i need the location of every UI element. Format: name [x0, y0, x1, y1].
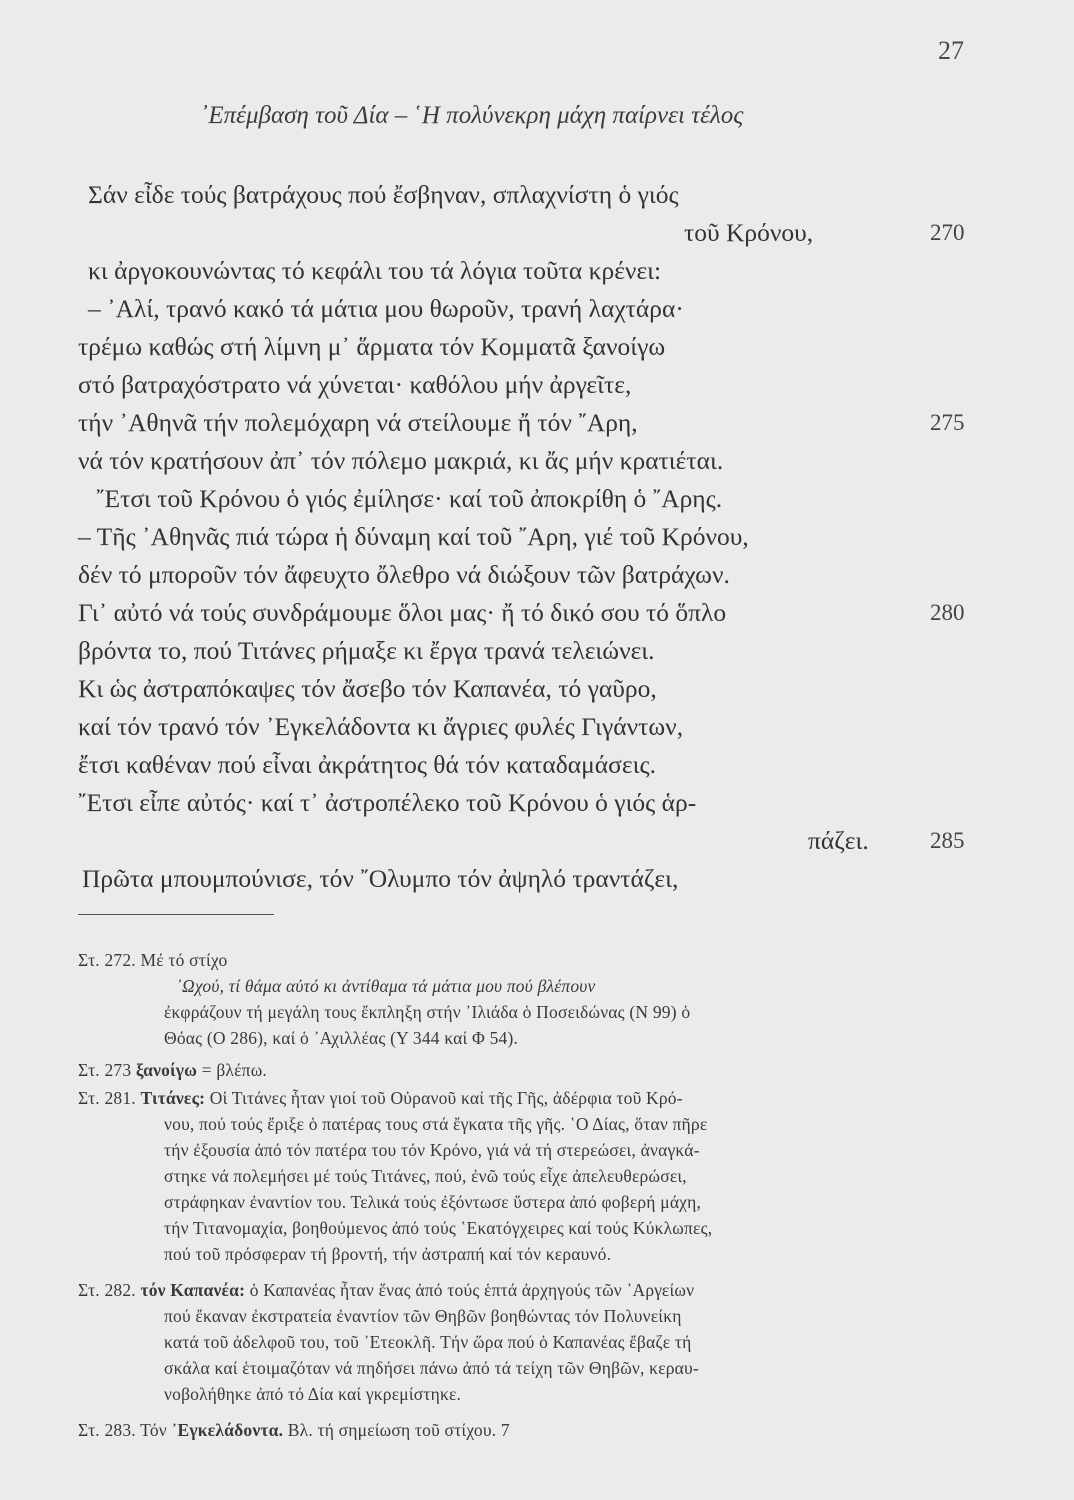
verse-line: στό βατραχόστρατο νά χύνεται· καθόλου μήν ἀργεῖτε,	[78, 370, 632, 399]
line-number: 280	[930, 600, 965, 625]
verse-line: – Τῆς ᾿Αθηνᾶς πιά τώρα ἡ δύναμη καί τοῦ ῎Αρη, γιέ τοῦ Κρόνου,	[78, 522, 749, 551]
footnote-text: στράφηκαν ἐναντίον του. Τελικά τούς ἐξόντωσε ὕστερα ἀπό φοβερή μάχη,	[164, 1192, 702, 1212]
verse-line: ῎Ετσι τοῦ Κρόνου ὁ γιός ἐμίλησε· καί τοῦ ἀποκρίθη ὁ ῎Αρης.	[96, 484, 723, 513]
verse-line: κι ἀργοκουνώντας τό κεφάλι του τά λόγια τοῦτα κρένει:	[88, 256, 662, 285]
line-number: 275	[930, 410, 965, 435]
footnote-ref: Στ. 273	[78, 1060, 132, 1080]
footnote-text: = βλέπω.	[201, 1060, 267, 1080]
verse-line: βρόντα το, πού Τιτάνες ρήμαξε κι ἔργα τρανά τελειώνει.	[78, 636, 655, 665]
verse-line: τοῦ Κρόνου,	[684, 218, 814, 247]
footnote-term: τόν Καπανέα:	[140, 1280, 246, 1300]
verse-line: πάζει.	[808, 826, 869, 855]
footnote	[78, 1088, 683, 1109]
footnote-text: σκάλα καί ἑτοιμαζόταν νά πηδήσει πάνω ἀπό τά τείχη τῶν Θηβῶν, κεραυ-	[164, 1358, 699, 1378]
footnote-ref: Στ. 282.	[78, 1280, 136, 1300]
footnote-text: ὁ Καπανέας ἦταν ἕνας ἀπό τούς ἑπτά ἀρχηγούς τῶν ᾿Αργείων	[249, 1280, 695, 1300]
footnote-text: νου, πού τούς ἔριξε ὁ πατέρας τους στά ἔγκατα τῆς γῆς. ῾Ο Δίας, ὅταν πῆρε	[164, 1114, 708, 1134]
verse-line: Γι᾿ αὐτό νά τούς συνδράμουμε ὅλοι μας· ἤ τό δικό σου τό ὅπλο	[78, 598, 727, 627]
verse-line: ἔτσι καθέναν πού εἶναι ἀκράτητος θά τόν καταδαμάσεις.	[78, 750, 656, 779]
verse-line: Κι ὡς ἀστραπόκαψες τόν ἄσεβο τόν Καπανέα, τό γαῦρο,	[78, 674, 657, 703]
footnote-text: κατά τοῦ ἀδελφοῦ του, τοῦ ᾿Ετεοκλῆ. Τήν ὥρα πού ὁ Καπανέας ἔβαζε τή	[164, 1332, 692, 1352]
footnote-text: στηκε νά πολεμήσει μέ τούς Τιτάνες, πού, ἐνῶ τούς εἶχε ἀπελευθερώσει,	[164, 1166, 687, 1186]
verse-line: ῎Ετσι εἶπε αὐτός· καί τ᾿ ἀστροπέλεκο τοῦ Κρόνου ὁ γιός ἁρ-	[78, 788, 697, 817]
footnote-ref: Στ. 272.	[78, 950, 136, 970]
footnote-term: ᾿Εγκελάδοντα.	[171, 1420, 284, 1440]
footnote	[78, 1420, 510, 1441]
page-number: 27	[938, 36, 964, 65]
footnote	[78, 950, 227, 971]
section-heading: ᾿Επέμβαση τοῦ Δία – ῾Η πολύνεκρη μάχη παίρνει τέλος	[200, 102, 744, 129]
footnote-text: τήν ἐξουσία ἀπό τόν πατέρα του τόν Κρόνο, γιά νά τή στερεώσει, ἀναγκά-	[164, 1140, 700, 1160]
footnote-text: νοβολήθηκε ἀπό τό Δία καί γκρεμίστηκε.	[164, 1384, 462, 1404]
footnote-divider	[78, 914, 274, 915]
footnote-text: Βλ. τή σημείωση τοῦ στίχου. 7	[287, 1420, 510, 1440]
verse-line: δέν τό μποροῦν τόν ἄφευχτο ὄλεθρο νά διώξουν τῶν βατράχων.	[78, 560, 730, 589]
verse-line: Σάν εἶδε τούς βατράχους πού ἔσβηναν, σπλαχνίστη ὁ γιός	[88, 180, 679, 209]
verse-line: – ᾿Αλί, τρανό κακό τά μάτια μου θωροῦν, τρανή λαχτάρα·	[88, 294, 684, 323]
footnote-text: Τόν	[140, 1420, 167, 1440]
footnote-text: ἐκφράζουν τή μεγάλη τους ἔκπληξη στήν ᾿Ιλιάδα ὁ Ποσειδώνας (Ν 99) ὁ	[164, 1002, 691, 1022]
verse-line: τήν ᾿Αθηνᾶ τήν πολεμόχαρη νά στείλουμε ἤ τόν ῎Αρη,	[78, 408, 638, 437]
footnote-quote: ᾿Ωχού, τί θάμα αὐτό κι ἀντίθαμα τά μάτια μου πού βλέπουν	[176, 976, 596, 996]
footnote-ref: Στ. 281.	[78, 1088, 136, 1108]
footnote-text: Οἱ Τιτάνες ἦταν γιοί τοῦ Οὐρανοῦ καί τῆς Γῆς, ἀδέρφια τοῦ Κρό-	[209, 1088, 683, 1108]
footnote-term: Τιτάνες:	[140, 1088, 206, 1108]
footnote-text: Μέ τό στίχο	[140, 950, 228, 970]
verse-line: τρέμω καθώς στή λίμνη μ᾿ ἅρματα τόν Κομματᾶ ξανοίγω	[78, 332, 666, 361]
footnote-text: πού τοῦ πρόσφεραν τή βροντή, τήν ἀστραπή καί τόν κεραυνό.	[164, 1244, 612, 1264]
footnote	[78, 1060, 267, 1081]
footnote-term: ξανοίγω	[135, 1060, 198, 1080]
verse-line: καί τόν τρανό τόν ᾿Εγκελάδοντα κι ἄγριες φυλές Γιγάντων,	[78, 712, 684, 741]
footnote	[78, 1280, 694, 1301]
verse-line: νά τόν κρατήσουν ἀπ᾿ τόν πόλεμο μακριά, κι ἄς μήν κρατιέται.	[78, 446, 724, 475]
footnote-text: Θόας (Ο 286), καί ὁ ᾿Αχιλλέας (Υ 344 καί Φ 54).	[164, 1028, 519, 1048]
line-number: 285	[930, 828, 965, 853]
footnote-text: τήν Τιτανομαχία, βοηθούμενος ἀπό τούς ῾Εκατόγχειρες καί τούς Κύκλωπες,	[164, 1218, 713, 1238]
line-number: 270	[930, 220, 965, 245]
verse-line: Πρῶτα μπουμπούνισε, τόν ῎Ολυμπο τόν ἀψηλό τραντάζει,	[82, 864, 679, 893]
footnote-ref: Στ. 283.	[78, 1420, 136, 1440]
footnote-text: πού ἔκαναν ἐκστρατεία ἐναντίον τῶν Θηβῶν βοηθώντας τόν Πολυνείκη	[164, 1306, 682, 1326]
